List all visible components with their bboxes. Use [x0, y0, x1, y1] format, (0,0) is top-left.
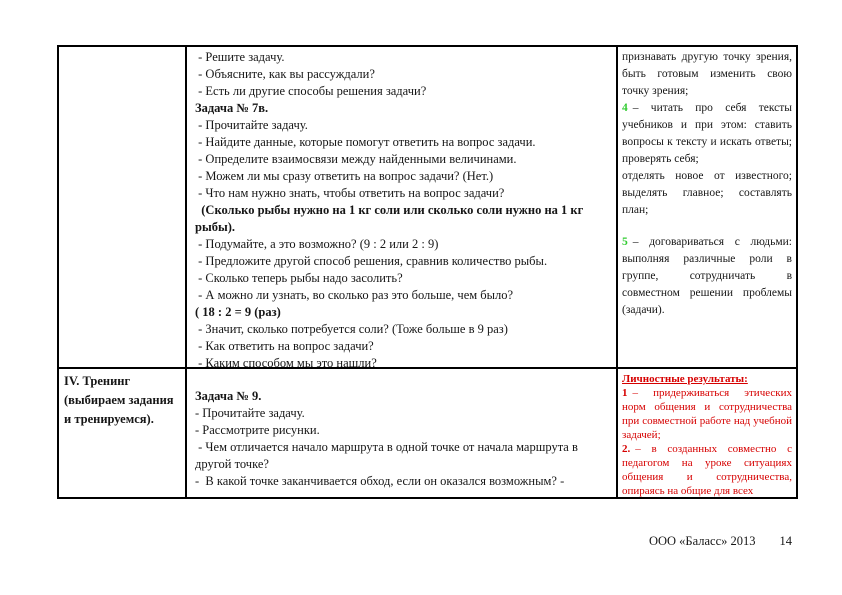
publisher-credit: ООО «Баласс» 2013 — [648, 534, 756, 548]
uud-number-5: 5 — [622, 236, 628, 248]
activity-line: - В какой точке заканчивается обход, если он оказался возможным? - — [195, 474, 565, 488]
result-paragraph: 4 – читать про себя тексты учебников и при этом: ставить вопросы к тексту и искать ответы; проверять себя; — [622, 102, 792, 165]
activity-line: - Чем отличается начало маршрута в одной точке от начала маршрута в другой точке? — [195, 440, 582, 471]
activity-line: - Прочитайте задачу. — [195, 406, 305, 420]
answer-line: ( 18 : 2 = 9 (раз) — [195, 305, 281, 319]
result-number-1: 1 — [622, 387, 628, 399]
activity-line: - Сколько теперь рыбы надо засолить? — [195, 271, 403, 285]
task-heading: Задача № 7в. — [195, 101, 269, 115]
personal-results-heading: Личностные результаты: — [622, 373, 748, 385]
activity-line: - Каким способом мы это нашли? — [195, 356, 377, 369]
page-footer — [649, 534, 792, 549]
activity-line: - Определите взаимосвязи между найденными величинами. — [195, 152, 517, 166]
activity-line: - Как ответить на вопрос задачи? — [195, 339, 374, 353]
teacher-activities-cell-2 — [187, 369, 618, 497]
teacher-activities-cell-1 — [187, 47, 618, 369]
lesson-plan-table — [57, 45, 798, 499]
activity-line: - Предложите другой способ решения, сравнив количество рыбы. — [195, 254, 548, 268]
activity-line: - Подумайте, а это возможно? (9 : 2 или 2 : 9) — [195, 237, 439, 251]
task-heading: Задача № 9. — [195, 389, 262, 403]
stage-cell-empty — [59, 47, 187, 369]
personal-results-cell — [618, 369, 796, 497]
activity-line: - Прочитайте задачу. — [195, 118, 308, 132]
page-number: 14 — [779, 534, 792, 548]
blank-line — [195, 371, 610, 388]
result-paragraph: 5 – договариваться с людьми: выполняя различные роли в группе, сотрудничать в совместном решении проблемы (задачи). — [622, 236, 792, 316]
result-paragraph: 1 – придерживаться этических норм общения и сотрудничества при совместной работе над учебной задачей; — [622, 387, 792, 441]
stage-cell-training — [59, 369, 187, 497]
answer-line: (Сколько рыбы нужно на 1 кг соли или сколько соли нужно на 1 кг рыбы). — [195, 203, 587, 234]
paragraph-spacer — [622, 219, 792, 234]
activity-line: - Есть ли другие способы решения задачи? — [195, 84, 427, 98]
result-paragraph: признавать другую точку зрения, быть готовым изменить свою точку зрения; — [622, 51, 792, 97]
activity-line: - Решите задачу. — [195, 50, 285, 64]
activity-line: - Что нам нужно знать, чтобы ответить на вопрос задачи? — [195, 186, 505, 200]
activity-line: - Рассмотрите рисунки. — [195, 423, 320, 437]
result-number-2: 2. — [622, 443, 631, 455]
result-paragraph: 2. – в созданных совместно с педагогом на уроке ситуациях общения и сотрудничества, опираясь на общие для всех — [622, 443, 792, 497]
result-paragraph: отделять новое от известного; выделять главное; составлять план; — [622, 170, 792, 216]
activity-line: - Значит, сколько потребуется соли? (Тоже больше в 9 раз) — [195, 322, 508, 336]
activity-line: - А можно ли узнать, во сколько раз это больше, чем было? — [195, 288, 514, 302]
activity-line: - Можем ли мы сразу ответить на вопрос задачи? (Нет.) — [195, 169, 494, 183]
stage-title: IV. Тренинг (выбираем задания и тренируемся). — [64, 374, 174, 426]
activity-line: - Найдите данные, которые помогут ответить на вопрос задачи. — [195, 135, 536, 149]
uud-results-cell-1 — [618, 47, 796, 369]
activity-line: - Объясните, как вы рассуждали? — [195, 67, 375, 81]
uud-number-4: 4 — [622, 102, 628, 114]
